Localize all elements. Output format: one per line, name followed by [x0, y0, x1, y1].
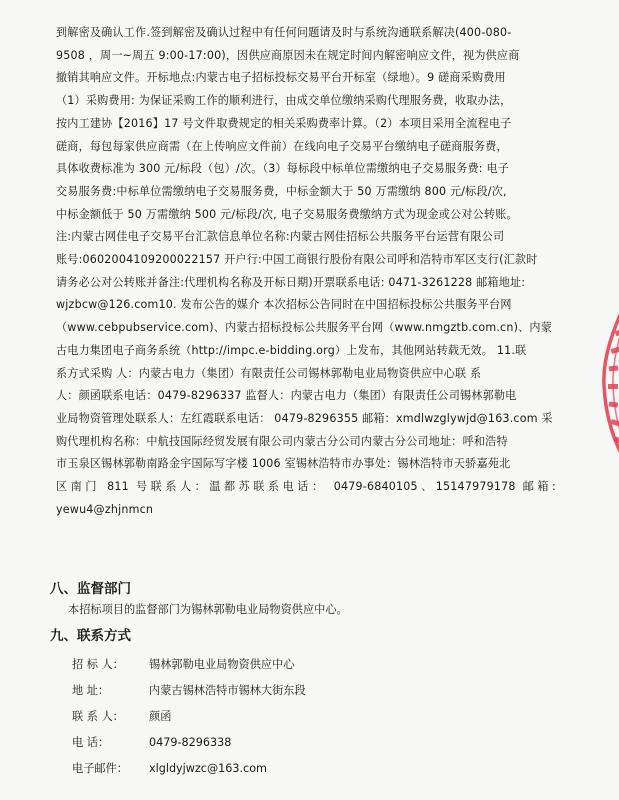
contact-value: 锡林郭勒电业局物资供应中心	[149, 658, 295, 671]
body-line: 古电力集团电子商务系统（http://impc.e-bidding.org）上发布，其他网站转载无效。 11.联	[56, 343, 527, 357]
contact-value: 内蒙古锡林浩特市锡林大街东段	[149, 684, 306, 697]
contact-row-address	[72, 677, 306, 703]
body-line: 区南门 811 号联系人：温都苏联系电话： 0479-6840105、15147979178 邮箱: yewu4@zhjnmcn	[56, 480, 556, 516]
body-line: 中标金额低于 50 万需缴纳 500 元/标段/次, 电子交易服务费缴纳方式为现金或公对公转账。	[56, 207, 518, 221]
contact-list	[72, 651, 306, 781]
body-line: 人：颜函联系电话：0479-8296337 监督人：内蒙古电力（集团）有限责任公司锡林郭勒电	[56, 389, 517, 403]
contact-label: 电子邮件：	[72, 762, 128, 775]
section-heading-supervision: 八、监督部门	[50, 581, 131, 597]
body-line: 到解密及确认工作.签到解密及确认过程中有任何问题请及时与系统沟通联系解决(400-080-	[56, 26, 512, 39]
body-line: 系方式采购 人：内蒙古电力（集团）有限责任公司锡林郭勒电业局物资供应中心联 系	[56, 366, 482, 380]
contact-label: 地 址：	[72, 684, 110, 697]
body-line: （1）采购费用: 为保证采购工作的顺利进行，由成交单位缴纳采购代理服务费，收取办法，	[56, 94, 512, 108]
contact-label: 联 系 人：	[72, 710, 124, 723]
body-line: 具体收费标准为 300 元/标段（包）/次。（3）每标段中标单位需缴纳电子交易服务费: 电子	[56, 162, 510, 176]
body-paragraph	[56, 22, 556, 521]
contact-row-person	[72, 703, 306, 729]
body-line: 业局物资管理处联系人：左红霞联系电话： 0479-8296355 邮箱：xmdlwzglywjd@163.com 采	[56, 411, 553, 425]
seal-stamp-icon	[588, 290, 619, 470]
body-line: 磋商，每包每家供应商需（在上传响应文件前）在线向电子交易平台缴纳电子磋商服务费，	[56, 139, 508, 153]
contact-value: 颜函	[149, 710, 172, 723]
contact-row-email	[72, 755, 306, 781]
body-line: 注:内蒙古网佳电子交易平台汇款信息单位名称:内蒙古网佳招标公共服务平台运营有限公司	[56, 230, 505, 244]
contact-label: 电 话：	[72, 736, 110, 749]
body-line: 请务必公对公转账并备注:代理机构名称及开标日期)开票联系电话: 0471-3261228 邮箱地址:	[56, 275, 526, 289]
section-heading-contact: 九、联系方式	[50, 628, 131, 644]
supervision-text: 本招标项目的监督部门为锡林郭勒电业局物资供应中心。	[68, 603, 348, 616]
contact-label: 招 标 人：	[72, 658, 124, 671]
body-line: 账号:0602004109200022157 开户行:中国工商银行股份有限公司呼和浩特市军区支行(汇款时	[56, 253, 538, 267]
contact-row-phone	[72, 729, 306, 755]
contact-value: xlgldyjwzc@163.com	[149, 761, 267, 775]
body-line: 交易服务费:中标单位需缴纳电子交易服务费，中标金额大于 50 万需缴纳 800 元/标段/次,	[56, 184, 507, 198]
body-line: （www.cebpubservice.com)、内蒙古招标投标公共服务平台网（www.nmgztb.com.cn)、内蒙	[56, 321, 552, 335]
body-line: 9508 ，周一~周五 9:00-17:00)，因供应商原因未在规定时间内解密响应文件，视为供应商	[56, 48, 520, 62]
body-line: 撤销其响应文件。开标地点:内蒙古电子招标投标交易平台开标室（绿地）。9 磋商采购费用	[56, 71, 506, 85]
body-line: 市玉泉区锡林郭勒南路金宇国际写字楼 1006 室锡林浩特市办事处：锡林浩特市天骄嘉苑北	[56, 457, 511, 471]
body-line: 按内工建协【2016】17 号文件取费规定的相关采购费率计算。（2）本项目采用全流程电子	[56, 116, 512, 130]
body-line: wjzbcw@126.com10. 发布公告的媒介 本次招标公告同时在中国招标投标公共服务平台网	[56, 298, 512, 312]
contact-row-tenderer	[72, 651, 306, 677]
contact-value: 0479-8296338	[149, 735, 232, 749]
body-line: 购代理机构名称：中航技国际经贸发展有限公司内蒙古分公司内蒙古分公司地址：呼和浩特	[56, 434, 508, 448]
